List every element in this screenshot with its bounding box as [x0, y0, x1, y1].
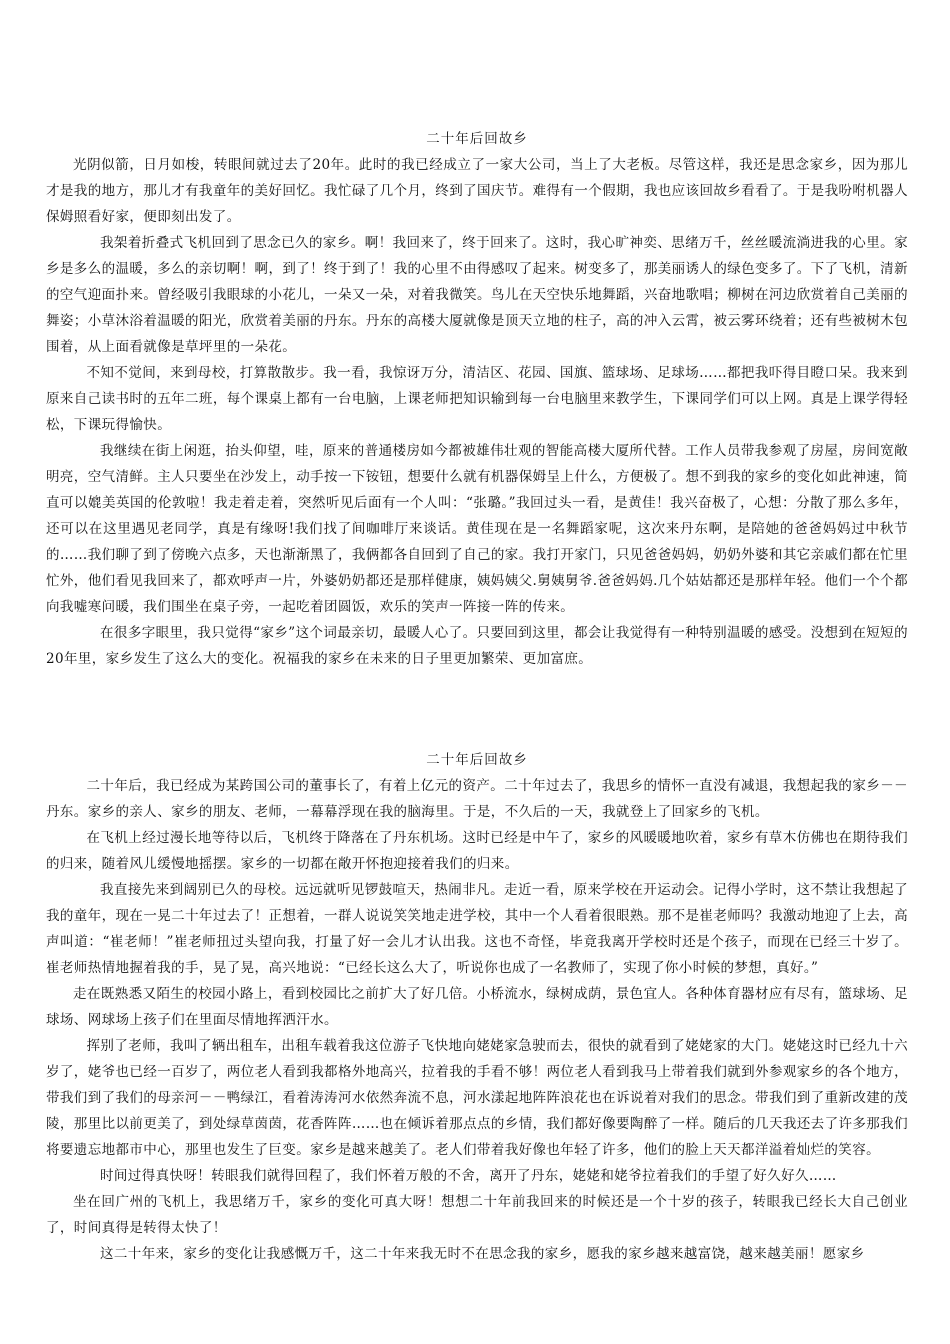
essay-paragraph: 时间过得真快呀！转眼我们就得回程了，我们怀着万般的不舍，离开了丹东，姥姥和姥爷拉着我们的手望了好久好久……	[100, 1168, 837, 1184]
essay-title: 二十年后回故乡	[426, 752, 528, 768]
essay-paragraph: 走在既熟悉又陌生的校园小路上，看到校园比之前扩大了好几倍。小桥流水，绿树成荫，景色宜人。各种体育器材应有尽有，篮球场、足球场、网球场上孩子们在里面尽情地挥洒汗水。	[46, 986, 908, 1028]
essay-paragraph: 坐在回广州的飞机上，我思绪万千，家乡的变化可真大呀！想想二十年前我回来的时候还是一个十岁的孩子，转眼我已经长大自己创业了，时间真得是转得太快了！	[46, 1194, 908, 1236]
essay-2	[46, 747, 908, 1267]
essay-paragraph: 在很多字眼里，我只觉得“家乡”这个词最亲切，最暖人心了。只要回到这里，都会让我觉得有一种特别温暖的感受。没想到在短短的20年里，家乡发生了这么大的变化。祝福我的家乡在未来的日子里更加繁荣、更加富庶。	[46, 625, 908, 667]
essay-paragraph: 我架着折叠式飞机回到了思念已久的家乡。啊！我回来了，终于回来了。这时，我心旷神奕、思绪万千，丝丝暖流淌进我的心里。家乡是多么的温暖，多么的亲切啊！啊，到了！终于到了！我的心里不由得感叹了起来。树变多了，那美丽诱人的绿色变多了。下了飞机，清新的空气迎面扑来。曾经吸引我眼球的小花儿，一朵又一朵，对着我微笑。鸟儿在天空快乐地舞蹈，兴奋地歌唱；柳树在河边欣赏着自己美丽的舞姿；小草沐浴着温暖的阳光，欣赏着美丽的丹东。丹东的高楼大厦就像是顶天立地的柱子，高的冲入云霄，被云雾环绕着；还有些被树木包围着，从上面看就像是草坪里的一朵花。	[46, 235, 908, 355]
essay-paragraph: 我继续在街上闲逛，抬头仰望，哇，原来的普通楼房如今都被雄伟壮观的智能高楼大厦所代替。工作人员带我参观了房屋，房间宽敞明亮，空气清鲜。主人只要坐在沙发上，动手按一下铵钮，想要什么就有机器保姆呈上什么，方便极了。想不到我的家乡的变化如此神速，简直可以媲美英国的伦敦啦！我走着走着，突然听见后面有一个人叫：“张璐。”我回过头一看，是黄佳！我兴奋极了，心想：分散了那么多年，还可以在这里遇见老同学，真是有缘呀!我们找了间咖啡厅来谈话。黄佳现在是一名舞蹈家呢，这次来丹东啊，是陪她的爸爸妈妈过中秋节的……我们聊了到了傍晚六点多，天也渐渐黑了，我俩都各自回到了自己的家。我打开家门，只见爸爸妈妈，奶奶外婆和其它亲戚们都在忙里忙外，他们看见我回来了，都欢呼声一片，外婆奶奶都还是那样健康，姨妈姨父.舅姨舅爷.爸爸妈妈.几个姑姑都还是那样年轻。他们一个个都向我嘘寒问暖，我们围坐在桌子旁，一起吃着团圆饭，欢乐的笑声一阵接一阵的传来。	[46, 443, 908, 615]
essay-paragraph: 二十年后，我已经成为某跨国公司的董事长了，有着上亿元的资产。二十年过去了，我思乡的情怀一直没有减退，我想起我的家乡－－丹东。家乡的亲人、家乡的朋友、老师，一幕幕浮现在我的脑海里。于是，不久后的一天，我就登上了回家乡的飞机。	[46, 778, 908, 820]
essay-paragraph: 在飞机上经过漫长地等待以后，飞机终于降落在了丹东机场。这时已经是中午了，家乡的风暖暖地吹着，家乡有草木仿佛也在期待我们的归来，随着风儿缓慢地摇摆。家乡的一切都在敞开怀抱迎接着我们的归来。	[46, 830, 908, 872]
essay-paragraph: 挥别了老师，我叫了辆出租车，出租车载着我这位游子飞快地向姥姥家急驶而去，很快的就看到了姥姥家的大门。姥姥这时已经九十六岁了，姥爷也已经一百岁了，两位老人看到我都格外地高兴，拉着我的手看不够！两位老人看到我马上带着我们就到外参观家乡的各个地方，带我们到了我们的母亲河－－鸭绿江，看着涛涛河水依然奔流不息，河水漾起地阵阵浪花也在诉说着对我们的思念。带我们到了重新改建的茂陵，那里比以前更美了，到处绿草茵茵，花香阵阵……也在倾诉着那点点的乡情，我们都好像要陶醉了一样。随后的几天我还去了许多那我们将要遗忘地都市中心，那里也发生了巨变。家乡是越来越美了。老人们带着我好像也年轻了许多，他们的脸上天天都洋溢着灿烂的笑容。	[46, 1038, 908, 1158]
essay-1	[46, 126, 908, 672]
essay-title: 二十年后回故乡	[426, 131, 528, 147]
essay-paragraph: 光阴似箭，日月如梭，转眼间就过去了20年。此时的我已经成立了一家大公司，当上了大老板。尽管这样，我还是思念家乡，因为那儿才是我的地方，那儿才有我童年的美好回忆。我忙碌了几个月，终到了国庆节。难得有一个假期，我也应该回故乡看看了。于是我吩咐机器人保姆照看好家，便即刻出发了。	[46, 157, 908, 225]
essay-paragraph: 不知不觉间，来到母校，打算散散步。我一看，我惊讶万分，清洁区、花园、国旗、篮球场、足球场……都把我吓得目瞪口呆。我来到原来自己读书时的五年二班，每个课桌上都有一台电脑，上课老师把知识输到每一台电脑里来教学生，下课同学们可以上网。真是上课学得轻松，下课玩得愉快。	[46, 365, 908, 433]
essay-paragraph: 这二十年来，家乡的变化让我感慨万千，这二十年来我无时不在思念我的家乡，愿我的家乡越来越富饶，越来越美丽！愿家乡	[100, 1246, 865, 1262]
essay-paragraph: 我直接先来到阔别已久的母校。远远就听见锣鼓喧天，热闹非凡。走近一看，原来学校在开运动会。记得小学时，这不禁让我想起了我的童年，现在一晃二十年过去了！正想着，一群人说说笑笑地走进学校，其中一个人看着很眼熟。那不是崔老师吗？我激动地迎了上去，高声叫道：“崔老师！”崔老师扭过头望向我，打量了好一会儿才认出我。这也不奇怪，毕竟我离开学校时还是个孩子，而现在已经三十岁了。崔老师热情地握着我的手，晃了晃，高兴地说：“已经长这么大了，听说你也成了一名教师了，实现了你小时候的梦想，真好。”	[46, 882, 908, 976]
